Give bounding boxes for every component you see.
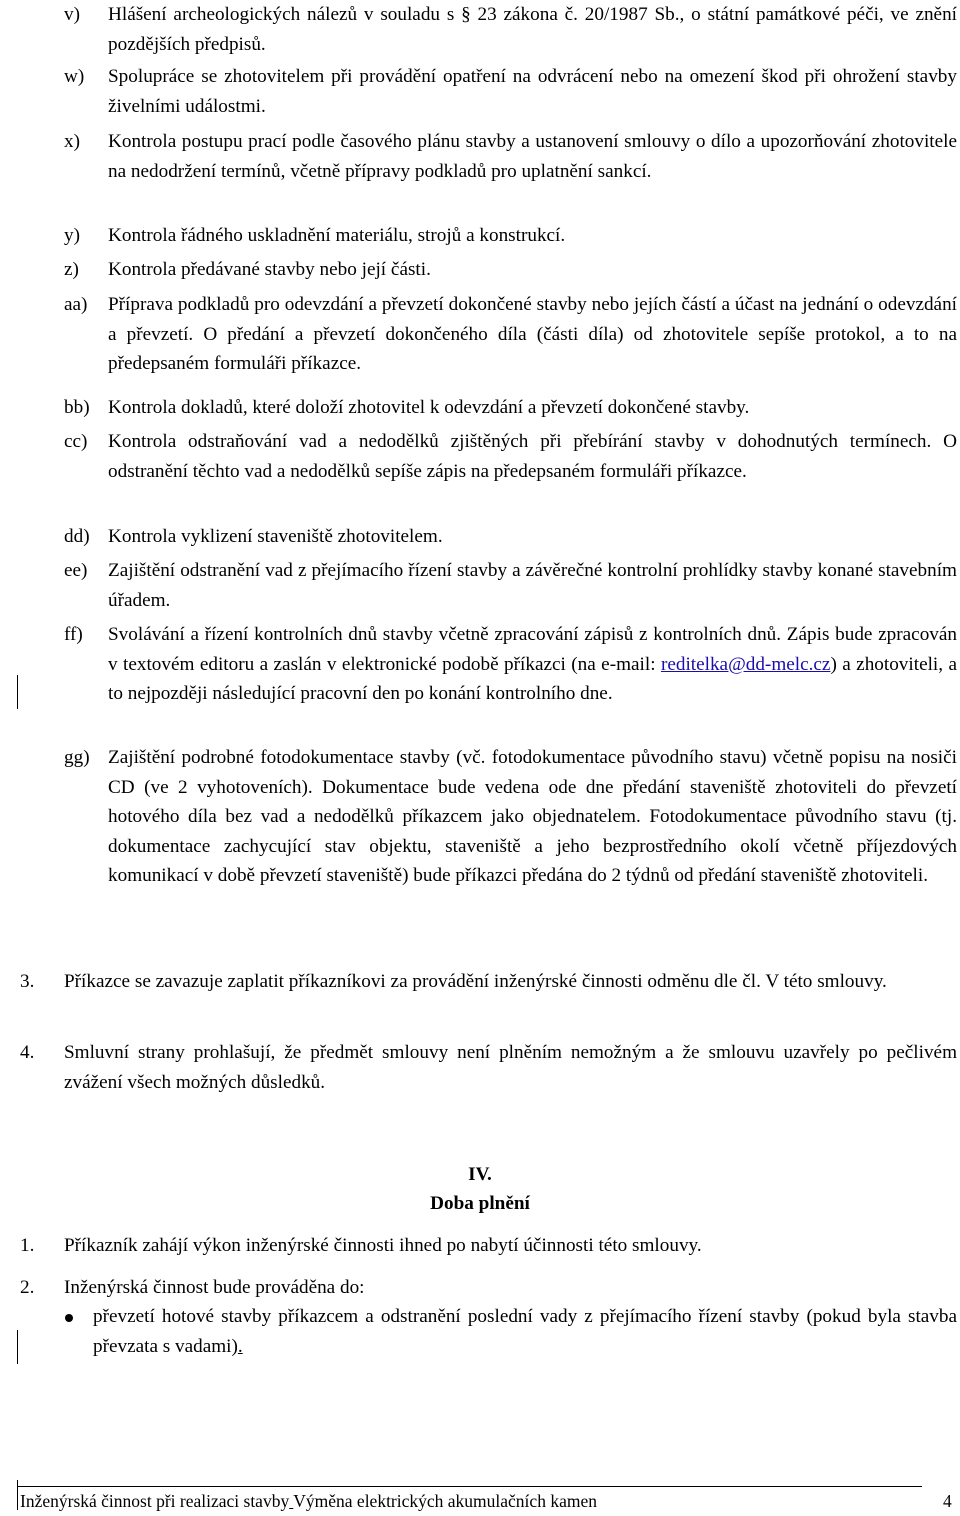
item-text: Kontrola předávané stavby nebo její části. [108,259,431,280]
item-number: 2. [20,1277,35,1298]
item-text [108,620,957,709]
footer-subtitle: Výměna elektrických akumulačních kamen [293,1491,597,1511]
numbered-item [20,1273,957,1303]
list-item [64,127,957,186]
item-text: Příkazce se zavazuje zaplatit příkazníkovi za provádění inženýrské činnosti odměnu dle čl. V této smlouvy. [64,971,887,992]
item-text: Kontrola vyklizení staveniště zhotovitelem. [108,526,443,547]
item-label: gg) [64,747,90,768]
item-text: Kontrola odstraňování vad a nedodělků zjištěných při přebírání stavby v dohodnutých termínech. O odstranění těchto vad a nedodělků sepíše zápis na předepsaném formuláři příkazce. [108,431,957,482]
bullet-trailing: . [237,1335,243,1357]
email-link[interactable]: reditelka@dd-melc.cz [660,653,831,675]
item-label: z) [64,259,79,280]
change-bar [17,1330,18,1364]
item-label: y) [64,225,80,246]
item-text: Kontrola postupu prací podle časového plánu stavby a ustanovení smlouvy o dílo a upozorňování zhotovitele na nedodržení termínů, včetně přípravy podkladů pro uplatnění sankcí. [108,131,957,182]
list-item [64,522,957,552]
list-item [64,255,957,285]
item-label: bb) [64,397,90,418]
section-title: Doba plnění [430,1193,530,1214]
bullet-main-text: převzetí hotové stavby příkazcem a odstranění poslední vady z přejímacího řízení stavby (pokud byla stavba převzata s vadami) [93,1306,957,1357]
item-number: 1. [20,1235,35,1256]
footer-text [20,1489,597,1513]
page-number: 4 [943,1491,952,1511]
item-text: Spolupráce se zhotovitelem při provádění opatření na odvrácení nebo na omezení škod při ohrožení stavby živelními událostmi. [108,66,957,117]
item-label: w) [64,66,85,87]
numbered-item [20,967,957,997]
item-text: Smluvní strany prohlašují, že předmět smlouvy není plněním nemožným a že smlouvu uzavřely po pečlivém zvážení všech možných důsledků. [64,1042,957,1093]
item-label: aa) [64,294,88,315]
item-number: 3. [20,971,35,992]
item-label: ff) [64,624,83,645]
list-item [64,427,957,486]
numbered-item [20,1231,957,1261]
list-item [64,620,957,709]
item-text: Příprava podkladů pro odevzdání a převzetí dokončené stavby nebo jejích částí a účast na jednání o odevzdání a převzetí. O předání a převzetí dokončeného díla (části díla) od zhotovitele sepíše protokol, a to na předepsaném formuláři příkazce. [108,294,957,374]
item-text-after: ) a zhotoviteli, a to nejpozději následující pracovní den po konání kontrolního dne. [108,653,957,704]
list-item [64,290,957,379]
list-item [64,556,957,615]
item-text: Zajištění odstranění vad z přejímacího řízení stavby a závěrečné kontrolní prohlídky stavby konané stavebním úřadem. [108,560,957,611]
list-item [64,221,957,251]
item-number: 4. [20,1042,35,1063]
section-number: IV. [468,1164,492,1185]
bullet-icon [65,1314,73,1322]
item-label: v) [64,4,80,25]
item-text: Příkazník zahájí výkon inženýrské činnosti ihned po nabytí účinnosti této smlouvy. [64,1235,702,1256]
item-text: Zajištění podrobné fotodokumentace stavby (vč. fotodokumentace původního stavu) včetně popisu na nosiči CD (ve 2 vyhotoveních). Dokumentace bude vedena ode dne předání staveniště zhotoviteli do převzetí hotového díla bez vad a nedodělků příkazcem jako objednatelem. Fotodokumentace původního stavu (tj. dokumentace zachycující stav objektu, staveniště a jeho bezprostředního okolí včetně příjezdových komunikací v době převzetí staveniště) bude příkazci předána do 2 týdnů od předání staveniště zhotoviteli. [108,747,957,886]
change-bar [17,675,18,709]
item-label: ee) [64,560,88,581]
list-item [64,393,957,423]
change-bar [17,1480,18,1510]
item-text: Hlášení archeologických nálezů v souladu s § 23 zákona č. 20/1987 Sb., o státní památkové péči, ve znění pozdějších předpisů. [108,4,957,55]
item-text: Kontrola dokladů, které doloží zhotovitel k odevzdání a převzetí dokončené stavby. [108,397,750,418]
bullet-item [64,1302,957,1361]
numbered-item [20,1038,957,1097]
item-label: x) [64,131,80,152]
footer-title: Inženýrská činnost při realizaci stavby [20,1491,290,1511]
item-text-before: Svolávání a řízení kontrolních dnů stavby včetně zpracování zápisů z kontrolních dnů. Zápis bude zpracován v textovém editoru a zaslán v elektronické podobě příkazci (na e-mail: [108,624,957,675]
footer-divider [18,1486,922,1487]
item-label: cc) [64,431,88,452]
item-text: Inženýrská činnost bude prováděna do: [64,1277,365,1298]
item-label: dd) [64,526,90,547]
item-text: Kontrola řádného uskladnění materiálu, strojů a konstrukcí. [108,225,566,246]
bullet-text [93,1302,957,1361]
list-item [64,743,957,891]
list-item [64,0,957,59]
list-item [64,62,957,121]
